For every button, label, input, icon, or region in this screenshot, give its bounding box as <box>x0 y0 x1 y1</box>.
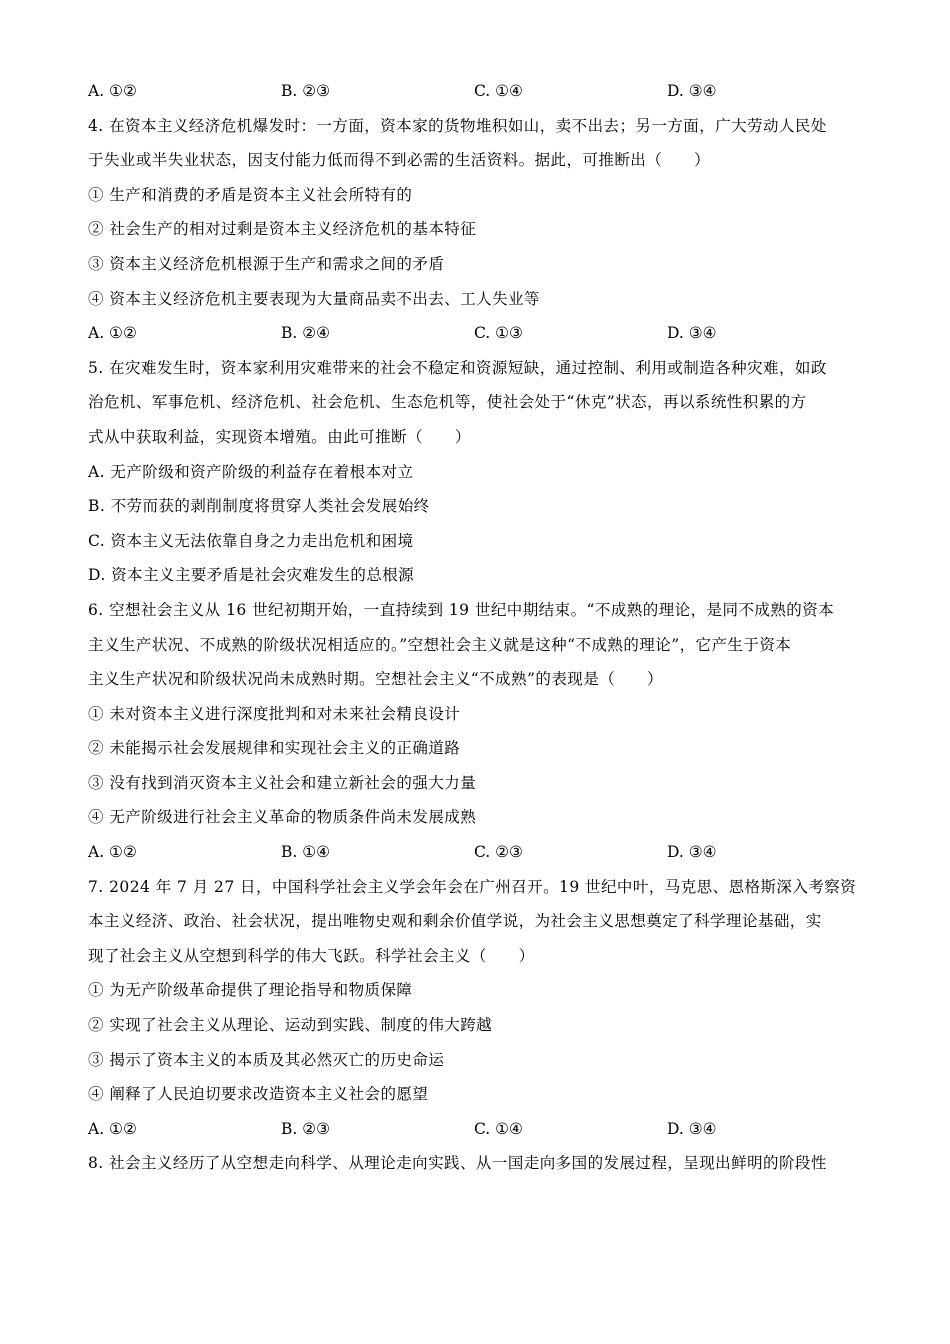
q6-stem-line: 主义生产状况和阶级状况尚未成熟时期。空想社会主义“不成熟”的表现是（ ） <box>88 670 664 689</box>
q6-statement-1: ① 未对资本主义进行深度批判和对未来社会精良设计 <box>88 704 461 723</box>
q3-option-b: B. ②③ <box>281 82 331 100</box>
document-page <box>88 74 860 1181</box>
q7-option-a: A. ①② <box>88 1119 137 1138</box>
q5-stem-line: 5. 在灾难发生时，资本家利用灾难带来的社会不稳定和资源短缺，通过控制、利用或制造各种灾难，如政 <box>88 358 827 377</box>
question-6 <box>88 593 860 870</box>
q7-statement-3: ③ 揭示了资本主义的本质及其必然灭亡的历史命运 <box>88 1050 445 1069</box>
q6-options <box>88 835 860 870</box>
q7-options <box>88 1112 860 1147</box>
q3-option-d: D. ③④ <box>667 82 717 100</box>
q5-choice-b: B. 不劳而获的剥削制度将贯穿人类社会发展始终 <box>88 497 430 516</box>
q3-option-c: C. ①④ <box>474 82 523 100</box>
q6-option-d: D. ③④ <box>667 843 717 862</box>
q4-stem-line: 于失业或半失业状态，因支付能力低而得不到必需的生活资料。据此，可推断出（ ） <box>88 151 711 170</box>
q7-stem-line: 现了社会主义从空想到科学的伟大飞跃。科学社会主义（ ） <box>88 946 535 965</box>
q7-option-b: B. ②③ <box>281 1119 331 1138</box>
q7-stem-line: 7. 2024 年 7 月 27 日，中国科学社会主义学会年会在广州召开。19 世纪中叶，马克思、恩格斯深入考察资 <box>88 877 857 896</box>
q4-stem-line: 4. 在资本主义经济危机爆发时：一方面，资本家的货物堆积如山，卖不出去；另一方面，广大劳动人民处 <box>88 116 827 135</box>
question-7 <box>88 870 860 1147</box>
q4-option-d: D. ③④ <box>667 324 717 343</box>
q4-statement-1: ① 生产和消费的矛盾是资本主义社会所特有的 <box>88 185 413 204</box>
q4-statement-4: ④ 资本主义经济危机主要表现为大量商品卖不出去、工人失业等 <box>88 289 540 308</box>
q4-option-a: A. ①② <box>88 324 137 343</box>
q4-option-b: B. ②④ <box>281 324 331 343</box>
q7-option-c: C. ①④ <box>474 1119 523 1138</box>
q7-statement-2: ② 实现了社会主义从理论、运动到实践、制度的伟大跨越 <box>88 1016 493 1035</box>
q4-option-c: C. ①③ <box>474 324 523 343</box>
q6-stem-line: 6. 空想社会主义从 16 世纪初期开始，一直持续到 19 世纪中期结束。“不成熟的理论，是同不成熟的资本 <box>88 600 835 619</box>
q3-option-a: A. ①② <box>88 82 137 100</box>
q5-choice-a: A. 无产阶级和资产阶级的利益存在着根本对立 <box>88 462 414 481</box>
q6-stem-line: 主义生产状况、不成熟的阶级状况相适应的。”空想社会主义就是这种“不成熟的理论”，它产生于资本 <box>88 635 792 654</box>
q4-statement-2: ② 社会生产的相对过剩是资本主义经济危机的基本特征 <box>88 220 477 239</box>
q6-option-a: A. ①② <box>88 843 137 862</box>
q6-statement-3: ③ 没有找到消灭资本主义社会和建立新社会的强大力量 <box>88 773 477 792</box>
q7-option-d: D. ③④ <box>667 1119 717 1138</box>
q6-statement-2: ② 未能揭示社会发展规律和实现社会主义的正确道路 <box>88 739 461 758</box>
q3-options <box>88 74 860 109</box>
q4-statement-3: ③ 资本主义经济危机根源于生产和需求之间的矛盾 <box>88 254 445 273</box>
q6-option-c: C. ②③ <box>474 843 523 862</box>
q5-choice-d: D. 资本主义主要矛盾是社会灾难发生的总根源 <box>88 566 415 585</box>
q5-stem-line: 治危机、军事危机、经济危机、社会危机、生态危机等，使社会处于“休克”状态，再以系统性积累的方 <box>88 393 807 412</box>
q5-choice-c: C. 资本主义无法依靠自身之力走出危机和困境 <box>88 531 414 550</box>
q6-statement-4: ④ 无产阶级进行社会主义革命的物质条件尚未发展成熟 <box>88 808 477 827</box>
q8-stem-line: 8. 社会主义经历了从空想走向科学、从理论走向实践、从一国走向多国的发展过程，呈现出鲜明的阶段性 <box>88 1154 827 1173</box>
question-5 <box>88 351 860 593</box>
q7-statement-1: ① 为无产阶级革命提供了理论指导和物质保障 <box>88 981 413 1000</box>
question-8 <box>88 1146 860 1181</box>
q5-stem-line: 式从中获取利益，实现资本增殖。由此可推断（ ） <box>88 427 471 446</box>
q6-option-b: B. ①④ <box>281 843 331 862</box>
q7-stem-line: 本主义经济、政治、社会状况，提出唯物史观和剩余价值学说，为社会主义思想奠定了科学理论基础，实 <box>88 912 822 931</box>
question-4 <box>88 109 860 351</box>
q7-statement-4: ④ 阐释了人民迫切要求改造资本主义社会的愿望 <box>88 1085 429 1104</box>
q4-options <box>88 316 860 351</box>
